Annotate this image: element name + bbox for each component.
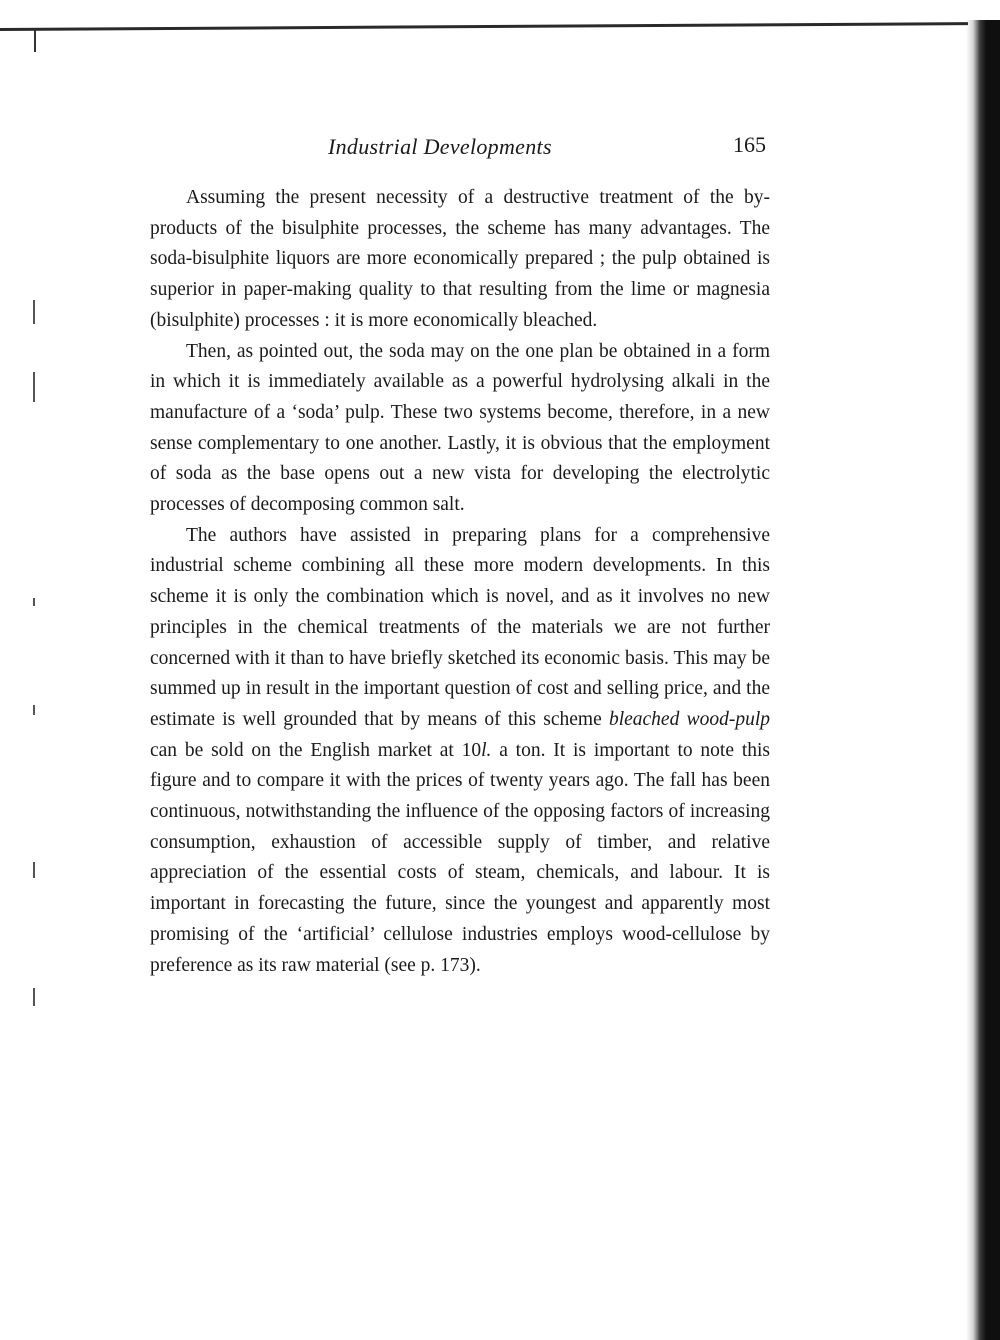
emphasis-text: bleached wood-pulp [608,708,770,730]
scan-speck [33,300,35,324]
scan-speck [33,598,35,606]
running-title: Industrial Developments [328,134,552,159]
paragraph [150,521,770,982]
scan-speck [33,705,35,715]
scan-top-rule [0,22,968,31]
page-header [150,130,770,170]
paragraph-text: can be sold on the English market at 10 [150,739,482,761]
scan-speck [33,988,35,1006]
scan-page-edge-shadow [966,20,986,1340]
paragraph: Then, as pointed out, the soda may on the one plan be obtained in a form in which it is immediately available as a powerful hydrolysing alkali in the manufacture of a ‘soda’ pulp. These two systems become, therefore, in a new sense complementary to one another. Lastly, it is obvious that the employment of soda as the base opens out a new vista for developing the electrolytic processes of decomposing common salt. [150,340,770,516]
scan-speck [33,862,35,878]
scan-speck [33,372,35,402]
page-number: 165 [733,132,766,157]
paragraph: Assuming the present necessity of a destructive treatment of the by-products of the bisulphite processes, the scheme has many advantages. The soda-bisulphite liquors are more economically prepared ; the pulp obtained is superior in paper-making quality to that resulting from the lime or magnesia (bisulphite) processes : it is more economically bleached. [150,187,770,331]
paragraph-text: a ton. It is important to note this figure and to compare it with the prices of twenty years ago. The fall has been continuous, notwithstanding the influence of the opposing factors of increasing consumption, exhaustion of accessible supply of timber, and relative appreciation of the essential costs of steam, chemicals, and labour. It is important in forecasting the future, since the youngest and apparently most promising of the ‘artificial’ cellulose industries employs wood-cellulose by preference as its raw material (see p. 173). [150,739,770,976]
scan-binding-edge [986,20,1000,1340]
currency-unit: l. [481,739,492,761]
scan-rule-tick [34,30,36,52]
paragraph-text: The authors have assisted in preparing plans for a comprehensive industrial scheme combining all these more modern developments. In this scheme it is only the combination which is novel, and as it involves no new principles in the chemical treatments of the materials we are not further concerned with it than to have briefly sketched its economic basis. This may be summed up in result in the important question of cost and selling price, and the estimate is well grounded that by means of this scheme [150,524,770,730]
body-text [150,183,770,981]
